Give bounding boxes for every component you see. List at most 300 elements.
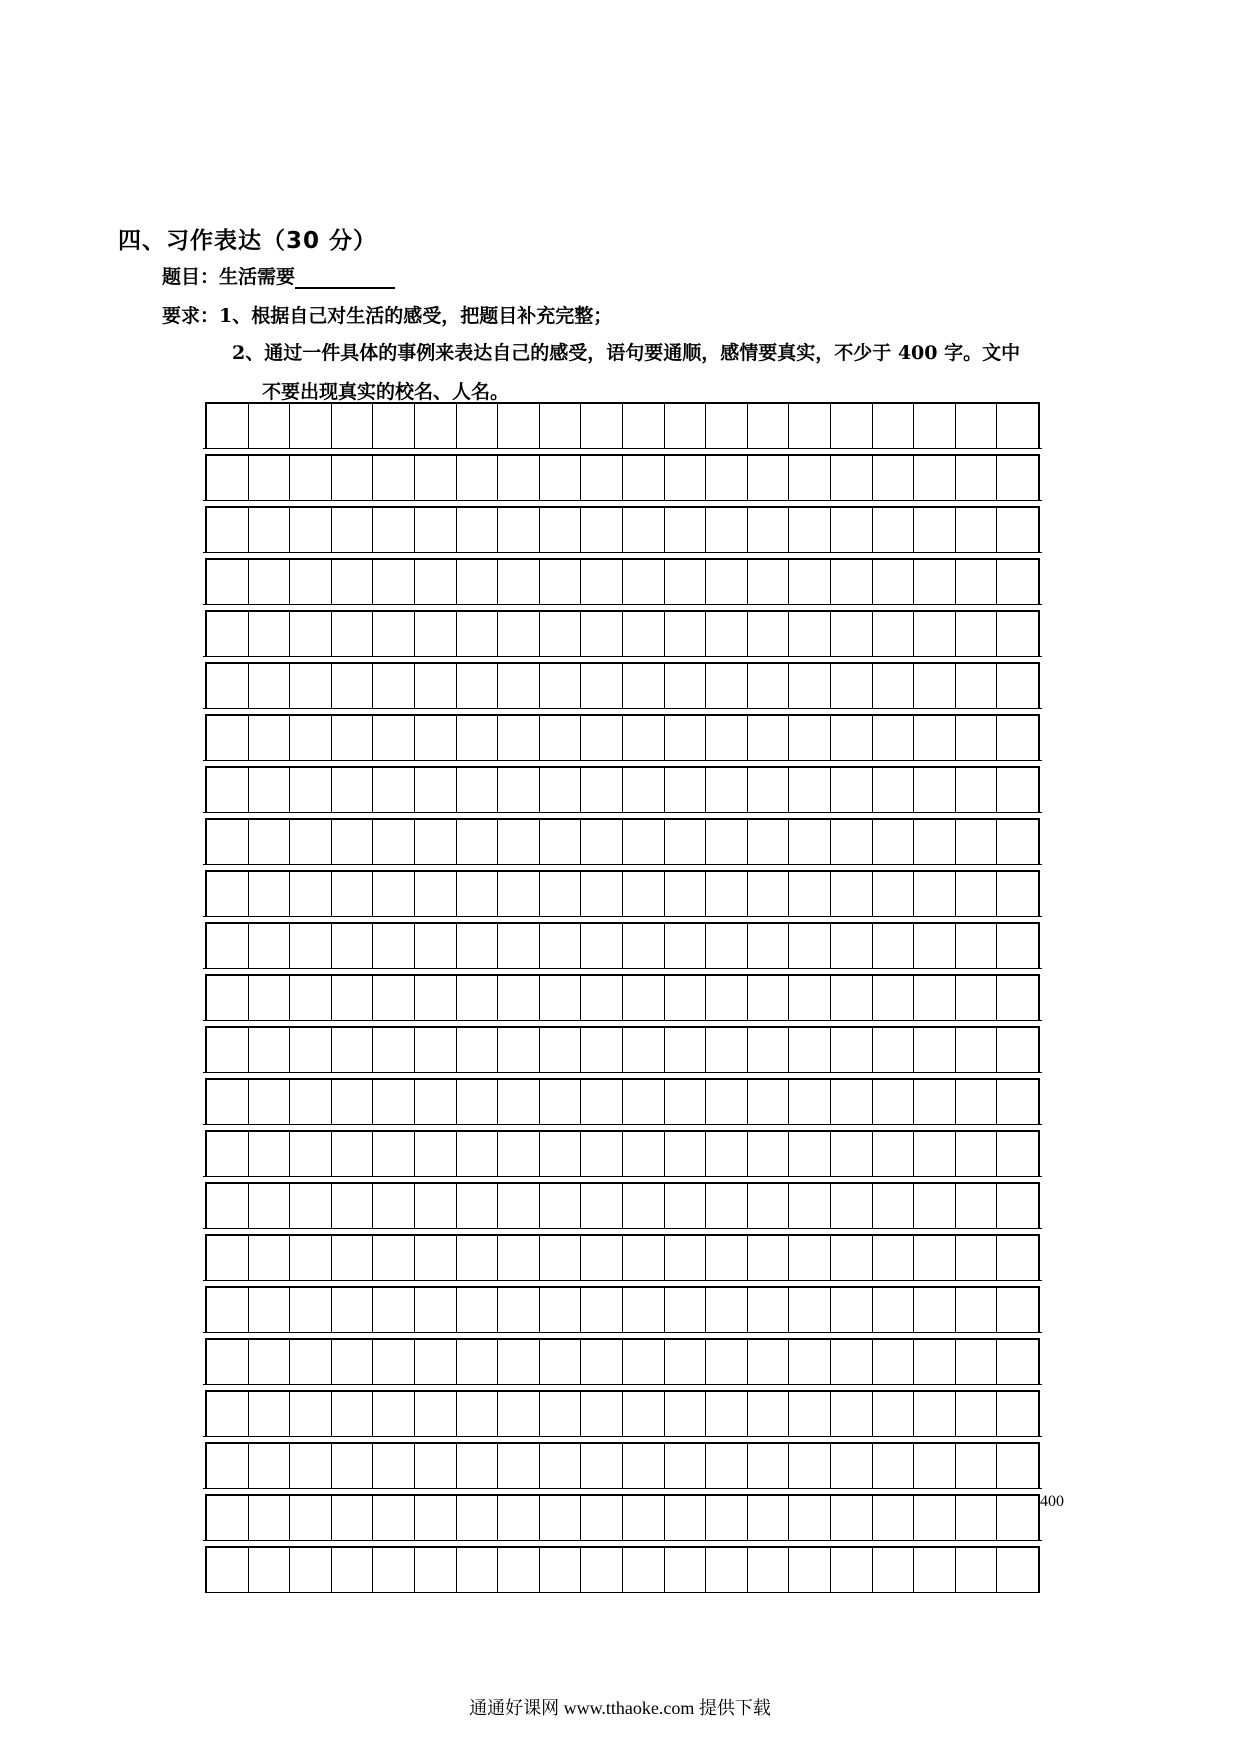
grid-cell[interactable] (789, 1340, 831, 1384)
grid-cell[interactable] (665, 1444, 707, 1488)
grid-cell[interactable] (581, 404, 623, 448)
grid-cell[interactable] (457, 560, 499, 604)
grid-cell[interactable] (914, 1132, 956, 1176)
grid-cell[interactable] (748, 1392, 790, 1436)
grid-cell[interactable] (956, 1496, 998, 1540)
grid-cell[interactable] (789, 716, 831, 760)
grid-cell[interactable] (581, 1236, 623, 1280)
grid-cell[interactable] (457, 820, 499, 864)
grid-cell[interactable] (997, 716, 1038, 760)
grid-cell[interactable] (706, 872, 748, 916)
grid-cell[interactable] (873, 1184, 915, 1228)
grid-cell[interactable] (956, 872, 998, 916)
grid-cell[interactable] (332, 1236, 374, 1280)
grid-cell[interactable] (581, 1548, 623, 1592)
grid-cell[interactable] (207, 1288, 249, 1332)
grid-cell[interactable] (623, 664, 665, 708)
grid-cell[interactable] (457, 716, 499, 760)
grid-cell[interactable] (789, 768, 831, 812)
grid-cell[interactable] (914, 1080, 956, 1124)
grid-cell[interactable] (873, 612, 915, 656)
grid-cell[interactable] (498, 976, 540, 1020)
grid-cell[interactable] (623, 1080, 665, 1124)
grid-cell[interactable] (706, 404, 748, 448)
grid-cell[interactable] (540, 1340, 582, 1384)
grid-cell[interactable] (332, 612, 374, 656)
grid-cell[interactable] (498, 820, 540, 864)
grid-cell[interactable] (623, 404, 665, 448)
grid-cell[interactable] (665, 1548, 707, 1592)
grid-cell[interactable] (290, 1080, 332, 1124)
grid-cell[interactable] (623, 456, 665, 500)
grid-cell[interactable] (997, 508, 1038, 552)
grid-cell[interactable] (415, 1236, 457, 1280)
grid-cell[interactable] (789, 1444, 831, 1488)
grid-cell[interactable] (332, 1496, 374, 1540)
grid-cell[interactable] (457, 1340, 499, 1384)
grid-cell[interactable] (581, 924, 623, 968)
grid-cell[interactable] (665, 976, 707, 1020)
grid-cell[interactable] (498, 1132, 540, 1176)
grid-cell[interactable] (623, 1392, 665, 1436)
grid-cell[interactable] (290, 456, 332, 500)
grid-cell[interactable] (332, 820, 374, 864)
grid-cell[interactable] (748, 456, 790, 500)
grid-cell[interactable] (290, 1444, 332, 1488)
grid-cell[interactable] (665, 456, 707, 500)
grid-cell[interactable] (207, 560, 249, 604)
grid-cell[interactable] (997, 820, 1038, 864)
grid-cell[interactable] (290, 1028, 332, 1072)
grid-cell[interactable] (914, 612, 956, 656)
grid-cell[interactable] (748, 404, 790, 448)
grid-cell[interactable] (290, 508, 332, 552)
grid-cell[interactable] (914, 1236, 956, 1280)
grid-cell[interactable] (706, 976, 748, 1020)
grid-cell[interactable] (997, 612, 1038, 656)
grid-cell[interactable] (623, 612, 665, 656)
grid-cell[interactable] (914, 1444, 956, 1488)
grid-cell[interactable] (831, 508, 873, 552)
grid-cell[interactable] (498, 1444, 540, 1488)
grid-cell[interactable] (748, 612, 790, 656)
grid-cell[interactable] (997, 1496, 1038, 1540)
grid-cell[interactable] (332, 560, 374, 604)
grid-cell[interactable] (581, 456, 623, 500)
grid-cell[interactable] (956, 612, 998, 656)
grid-cell[interactable] (498, 1496, 540, 1540)
grid-cell[interactable] (373, 1028, 415, 1072)
grid-cell[interactable] (373, 1392, 415, 1436)
grid-cell[interactable] (748, 1080, 790, 1124)
grid-cell[interactable] (706, 664, 748, 708)
grid-cell[interactable] (789, 508, 831, 552)
grid-cell[interactable] (581, 560, 623, 604)
grid-cell[interactable] (706, 1548, 748, 1592)
grid-cell[interactable] (373, 820, 415, 864)
grid-cell[interactable] (748, 768, 790, 812)
grid-cell[interactable] (415, 1548, 457, 1592)
grid-cell[interactable] (914, 820, 956, 864)
grid-cell[interactable] (498, 1080, 540, 1124)
grid-cell[interactable] (498, 1236, 540, 1280)
grid-cell[interactable] (956, 716, 998, 760)
grid-cell[interactable] (498, 924, 540, 968)
grid-cell[interactable] (831, 1548, 873, 1592)
grid-cell[interactable] (623, 1028, 665, 1072)
grid-cell[interactable] (873, 1132, 915, 1176)
grid-cell[interactable] (789, 612, 831, 656)
grid-cell[interactable] (997, 1236, 1038, 1280)
grid-cell[interactable] (457, 456, 499, 500)
grid-cell[interactable] (997, 1288, 1038, 1332)
grid-cell[interactable] (748, 508, 790, 552)
grid-cell[interactable] (415, 560, 457, 604)
grid-cell[interactable] (540, 508, 582, 552)
grid-cell[interactable] (831, 1080, 873, 1124)
grid-cell[interactable] (789, 1132, 831, 1176)
grid-cell[interactable] (207, 508, 249, 552)
grid-cell[interactable] (415, 508, 457, 552)
grid-cell[interactable] (540, 820, 582, 864)
grid-cell[interactable] (581, 1340, 623, 1384)
grid-cell[interactable] (997, 1392, 1038, 1436)
grid-cell[interactable] (623, 716, 665, 760)
grid-cell[interactable] (706, 1184, 748, 1228)
grid-cell[interactable] (623, 1548, 665, 1592)
grid-cell[interactable] (914, 1392, 956, 1436)
grid-cell[interactable] (831, 1028, 873, 1072)
grid-cell[interactable] (457, 1184, 499, 1228)
grid-cell[interactable] (373, 716, 415, 760)
grid-cell[interactable] (415, 820, 457, 864)
grid-cell[interactable] (415, 976, 457, 1020)
grid-cell[interactable] (373, 976, 415, 1020)
grid-cell[interactable] (997, 924, 1038, 968)
grid-cell[interactable] (415, 404, 457, 448)
grid-cell[interactable] (498, 664, 540, 708)
grid-cell[interactable] (498, 560, 540, 604)
grid-cell[interactable] (623, 1184, 665, 1228)
grid-cell[interactable] (457, 1444, 499, 1488)
grid-cell[interactable] (207, 404, 249, 448)
grid-cell[interactable] (748, 1548, 790, 1592)
grid-cell[interactable] (873, 1236, 915, 1280)
grid-cell[interactable] (249, 612, 291, 656)
grid-cell[interactable] (789, 1184, 831, 1228)
grid-cell[interactable] (665, 1288, 707, 1332)
grid-cell[interactable] (249, 664, 291, 708)
grid-cell[interactable] (623, 1288, 665, 1332)
grid-cell[interactable] (373, 1184, 415, 1228)
grid-cell[interactable] (914, 924, 956, 968)
grid-cell[interactable] (373, 1288, 415, 1332)
grid-cell[interactable] (956, 1548, 998, 1592)
grid-cell[interactable] (873, 820, 915, 864)
grid-cell[interactable] (457, 1080, 499, 1124)
grid-cell[interactable] (290, 1288, 332, 1332)
grid-cell[interactable] (873, 404, 915, 448)
grid-cell[interactable] (581, 612, 623, 656)
grid-cell[interactable] (789, 1496, 831, 1540)
grid-cell[interactable] (290, 716, 332, 760)
grid-cell[interactable] (249, 1548, 291, 1592)
grid-cell[interactable] (249, 1080, 291, 1124)
grid-cell[interactable] (956, 404, 998, 448)
grid-cell[interactable] (457, 1288, 499, 1332)
grid-cell[interactable] (706, 716, 748, 760)
grid-cell[interactable] (415, 456, 457, 500)
grid-cell[interactable] (831, 716, 873, 760)
grid-cell[interactable] (498, 1392, 540, 1436)
grid-cell[interactable] (748, 1288, 790, 1332)
grid-cell[interactable] (290, 1184, 332, 1228)
grid-cell[interactable] (789, 976, 831, 1020)
grid-cell[interactable] (249, 1444, 291, 1488)
grid-cell[interactable] (706, 768, 748, 812)
grid-cell[interactable] (956, 1132, 998, 1176)
grid-cell[interactable] (540, 1132, 582, 1176)
grid-cell[interactable] (332, 716, 374, 760)
grid-cell[interactable] (914, 456, 956, 500)
grid-cell[interactable] (498, 1028, 540, 1072)
grid-cell[interactable] (623, 768, 665, 812)
grid-cell[interactable] (498, 872, 540, 916)
grid-cell[interactable] (581, 976, 623, 1020)
grid-cell[interactable] (914, 1340, 956, 1384)
grid-cell[interactable] (623, 1132, 665, 1176)
grid-cell[interactable] (665, 1132, 707, 1176)
grid-cell[interactable] (873, 456, 915, 500)
grid-cell[interactable] (706, 456, 748, 500)
grid-cell[interactable] (581, 508, 623, 552)
grid-cell[interactable] (706, 1236, 748, 1280)
grid-cell[interactable] (498, 612, 540, 656)
grid-cell[interactable] (498, 716, 540, 760)
grid-cell[interactable] (665, 1340, 707, 1384)
grid-cell[interactable] (748, 976, 790, 1020)
grid-cell[interactable] (831, 560, 873, 604)
grid-cell[interactable] (831, 1288, 873, 1332)
grid-cell[interactable] (914, 664, 956, 708)
grid-cell[interactable] (540, 768, 582, 812)
grid-cell[interactable] (332, 768, 374, 812)
grid-cell[interactable] (332, 664, 374, 708)
grid-cell[interactable] (373, 560, 415, 604)
grid-cell[interactable] (581, 664, 623, 708)
grid-cell[interactable] (373, 1496, 415, 1540)
grid-cell[interactable] (249, 1288, 291, 1332)
grid-cell[interactable] (457, 768, 499, 812)
grid-cell[interactable] (581, 1496, 623, 1540)
grid-cell[interactable] (540, 976, 582, 1020)
grid-cell[interactable] (789, 924, 831, 968)
grid-cell[interactable] (290, 1132, 332, 1176)
grid-cell[interactable] (789, 1392, 831, 1436)
grid-cell[interactable] (789, 1548, 831, 1592)
grid-cell[interactable] (831, 1496, 873, 1540)
grid-cell[interactable] (415, 664, 457, 708)
grid-cell[interactable] (581, 1028, 623, 1072)
grid-cell[interactable] (249, 1132, 291, 1176)
grid-cell[interactable] (748, 924, 790, 968)
grid-cell[interactable] (415, 872, 457, 916)
grid-cell[interactable] (457, 664, 499, 708)
grid-cell[interactable] (207, 1548, 249, 1592)
grid-cell[interactable] (831, 404, 873, 448)
grid-cell[interactable] (789, 664, 831, 708)
grid-cell[interactable] (457, 404, 499, 448)
grid-cell[interactable] (956, 976, 998, 1020)
grid-cell[interactable] (831, 768, 873, 812)
grid-cell[interactable] (665, 612, 707, 656)
grid-cell[interactable] (332, 872, 374, 916)
grid-cell[interactable] (540, 1184, 582, 1228)
grid-cell[interactable] (540, 1080, 582, 1124)
grid-cell[interactable] (748, 1236, 790, 1280)
grid-cell[interactable] (332, 1444, 374, 1488)
grid-cell[interactable] (415, 1392, 457, 1436)
grid-cell[interactable] (290, 1548, 332, 1592)
grid-cell[interactable] (789, 404, 831, 448)
grid-cell[interactable] (831, 1444, 873, 1488)
grid-cell[interactable] (249, 404, 291, 448)
grid-cell[interactable] (249, 1184, 291, 1228)
grid-cell[interactable] (873, 716, 915, 760)
grid-cell[interactable] (498, 768, 540, 812)
grid-cell[interactable] (332, 1392, 374, 1436)
grid-cell[interactable] (914, 560, 956, 604)
grid-cell[interactable] (997, 1444, 1038, 1488)
grid-cell[interactable] (540, 1288, 582, 1332)
grid-cell[interactable] (873, 1080, 915, 1124)
grid-cell[interactable] (831, 976, 873, 1020)
grid-cell[interactable] (789, 560, 831, 604)
grid-cell[interactable] (706, 508, 748, 552)
grid-cell[interactable] (249, 1340, 291, 1384)
grid-cell[interactable] (748, 820, 790, 864)
grid-cell[interactable] (457, 872, 499, 916)
grid-cell[interactable] (249, 508, 291, 552)
grid-cell[interactable] (373, 1080, 415, 1124)
grid-cell[interactable] (873, 1288, 915, 1332)
grid-cell[interactable] (873, 768, 915, 812)
grid-cell[interactable] (706, 924, 748, 968)
grid-cell[interactable] (914, 1028, 956, 1072)
grid-cell[interactable] (956, 924, 998, 968)
grid-cell[interactable] (748, 872, 790, 916)
grid-cell[interactable] (415, 1132, 457, 1176)
grid-cell[interactable] (457, 1236, 499, 1280)
grid-cell[interactable] (831, 872, 873, 916)
grid-cell[interactable] (997, 560, 1038, 604)
grid-cell[interactable] (498, 1288, 540, 1332)
grid-cell[interactable] (540, 664, 582, 708)
grid-cell[interactable] (290, 976, 332, 1020)
grid-cell[interactable] (831, 1184, 873, 1228)
grid-cell[interactable] (249, 1028, 291, 1072)
grid-cell[interactable] (457, 1548, 499, 1592)
grid-cell[interactable] (498, 1340, 540, 1384)
grid-cell[interactable] (207, 872, 249, 916)
grid-cell[interactable] (540, 404, 582, 448)
grid-cell[interactable] (789, 820, 831, 864)
grid-cell[interactable] (207, 1236, 249, 1280)
grid-cell[interactable] (956, 820, 998, 864)
grid-cell[interactable] (873, 1392, 915, 1436)
grid-cell[interactable] (249, 716, 291, 760)
grid-cell[interactable] (540, 1548, 582, 1592)
grid-cell[interactable] (249, 1392, 291, 1436)
grid-cell[interactable] (748, 1496, 790, 1540)
grid-cell[interactable] (581, 716, 623, 760)
grid-cell[interactable] (332, 456, 374, 500)
grid-cell[interactable] (706, 1392, 748, 1436)
grid-cell[interactable] (914, 716, 956, 760)
grid-cell[interactable] (706, 1340, 748, 1384)
grid-cell[interactable] (207, 612, 249, 656)
grid-cell[interactable] (540, 872, 582, 916)
grid-cell[interactable] (831, 612, 873, 656)
grid-cell[interactable] (789, 456, 831, 500)
grid-cell[interactable] (914, 508, 956, 552)
topic-blank[interactable] (295, 267, 395, 289)
grid-cell[interactable] (540, 716, 582, 760)
grid-cell[interactable] (249, 1236, 291, 1280)
grid-cell[interactable] (748, 1444, 790, 1488)
grid-cell[interactable] (956, 664, 998, 708)
grid-cell[interactable] (457, 508, 499, 552)
grid-cell[interactable] (623, 976, 665, 1020)
grid-cell[interactable] (665, 1080, 707, 1124)
grid-cell[interactable] (249, 456, 291, 500)
grid-cell[interactable] (290, 1392, 332, 1436)
grid-cell[interactable] (415, 1288, 457, 1332)
grid-cell[interactable] (997, 1028, 1038, 1072)
grid-cell[interactable] (290, 924, 332, 968)
grid-cell[interactable] (914, 1288, 956, 1332)
grid-cell[interactable] (540, 1444, 582, 1488)
grid-cell[interactable] (956, 1392, 998, 1436)
grid-cell[interactable] (207, 1392, 249, 1436)
grid-cell[interactable] (332, 1340, 374, 1384)
grid-cell[interactable] (873, 1028, 915, 1072)
grid-cell[interactable] (249, 768, 291, 812)
grid-cell[interactable] (457, 1132, 499, 1176)
grid-cell[interactable] (873, 976, 915, 1020)
grid-cell[interactable] (956, 1236, 998, 1280)
grid-cell[interactable] (332, 1288, 374, 1332)
grid-cell[interactable] (997, 1340, 1038, 1384)
grid-cell[interactable] (373, 664, 415, 708)
grid-cell[interactable] (706, 1080, 748, 1124)
grid-cell[interactable] (373, 768, 415, 812)
grid-cell[interactable] (956, 1184, 998, 1228)
grid-cell[interactable] (498, 1548, 540, 1592)
grid-cell[interactable] (498, 1184, 540, 1228)
grid-cell[interactable] (457, 976, 499, 1020)
grid-cell[interactable] (207, 1132, 249, 1176)
grid-cell[interactable] (706, 1028, 748, 1072)
grid-cell[interactable] (623, 508, 665, 552)
grid-cell[interactable] (831, 1392, 873, 1436)
grid-cell[interactable] (665, 1028, 707, 1072)
grid-cell[interactable] (498, 508, 540, 552)
grid-cell[interactable] (498, 456, 540, 500)
grid-cell[interactable] (581, 820, 623, 864)
grid-cell[interactable] (373, 1340, 415, 1384)
grid-cell[interactable] (956, 768, 998, 812)
